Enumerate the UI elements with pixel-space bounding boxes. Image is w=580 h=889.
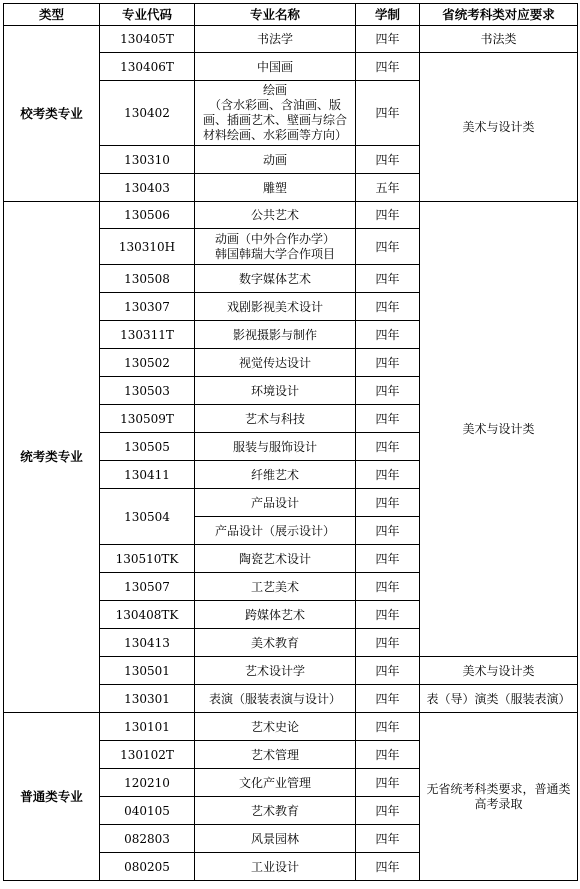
major-name: 表演（服装表演与设计） [195, 685, 356, 713]
header-type: 类型 [4, 4, 100, 26]
study-years: 四年 [356, 853, 420, 881]
major-code: 130507 [100, 573, 195, 601]
major-name: 纤维艺术 [195, 461, 356, 489]
study-years: 四年 [356, 202, 420, 229]
study-years: 四年 [356, 601, 420, 629]
major-name: 绘画 （含水彩画、含油画、版画、插画艺术、壁画与综合材料绘画、水彩画等方向） [195, 81, 356, 146]
major-code: 130405T [100, 26, 195, 53]
major-name: 产品设计（展示设计） [195, 517, 356, 545]
study-years: 四年 [356, 349, 420, 377]
study-years: 五年 [356, 174, 420, 202]
major-code: 130301 [100, 685, 195, 713]
major-name: 视觉传达设计 [195, 349, 356, 377]
study-years: 四年 [356, 146, 420, 174]
major-code: 130508 [100, 265, 195, 293]
header-years: 学制 [356, 4, 420, 26]
study-years: 四年 [356, 265, 420, 293]
major-name: 环境设计 [195, 377, 356, 405]
major-name: 数字媒体艺术 [195, 265, 356, 293]
major-code: 130506 [100, 202, 195, 229]
major-code: 130310 [100, 146, 195, 174]
study-years: 四年 [356, 405, 420, 433]
major-code: 130307 [100, 293, 195, 321]
major-name: 服装与服饰设计 [195, 433, 356, 461]
exam-requirement: 美术与设计类 [420, 657, 578, 685]
major-name: 动画 [195, 146, 356, 174]
study-years: 四年 [356, 53, 420, 81]
major-code: 130411 [100, 461, 195, 489]
major-code: 130310H [100, 229, 195, 265]
major-code: 040105 [100, 797, 195, 825]
major-name: 影视摄影与制作 [195, 321, 356, 349]
major-code: 130502 [100, 349, 195, 377]
study-years: 四年 [356, 769, 420, 797]
major-code: 130505 [100, 433, 195, 461]
table-row [4, 26, 578, 53]
major-code: 130504 [100, 489, 195, 545]
study-years: 四年 [356, 713, 420, 741]
header-name: 专业名称 [195, 4, 356, 26]
major-code: 130509T [100, 405, 195, 433]
major-code: 130501 [100, 657, 195, 685]
study-years: 四年 [356, 629, 420, 657]
category-general: 普通类专业 [4, 713, 100, 881]
table-row [4, 713, 578, 741]
major-name: 美术教育 [195, 629, 356, 657]
exam-requirement: 无省统考科类要求，普通类高考录取 [420, 713, 578, 881]
study-years: 四年 [356, 461, 420, 489]
study-years: 四年 [356, 433, 420, 461]
category-school: 校考类专业 [4, 26, 100, 202]
major-code: 130408TK [100, 601, 195, 629]
major-name: 工业设计 [195, 853, 356, 881]
header-row [4, 4, 578, 26]
exam-requirement: 表（导）演类（服装表演） [420, 685, 578, 713]
major-name: 工艺美术 [195, 573, 356, 601]
study-years: 四年 [356, 741, 420, 769]
header-requirement: 省统考科类对应要求 [420, 4, 578, 26]
study-years: 四年 [356, 377, 420, 405]
major-name: 艺术与科技 [195, 405, 356, 433]
major-code: 130413 [100, 629, 195, 657]
study-years: 四年 [356, 489, 420, 517]
exam-requirement: 美术与设计类 [420, 53, 578, 202]
major-name: 书法学 [195, 26, 356, 53]
major-code: 130311T [100, 321, 195, 349]
exam-requirement: 美术与设计类 [420, 202, 578, 657]
major-code: 130403 [100, 174, 195, 202]
major-name: 公共艺术 [195, 202, 356, 229]
major-code: 130503 [100, 377, 195, 405]
major-name: 中国画 [195, 53, 356, 81]
major-name: 动画（中外合作办学） 韩国韩瑞大学合作项目 [195, 229, 356, 265]
category-unified: 统考类专业 [4, 202, 100, 713]
major-code: 130510TK [100, 545, 195, 573]
study-years: 四年 [356, 545, 420, 573]
major-name: 戏剧影视美术设计 [195, 293, 356, 321]
study-years: 四年 [356, 573, 420, 601]
major-code: 130102T [100, 741, 195, 769]
major-code: 080205 [100, 853, 195, 881]
major-code: 120210 [100, 769, 195, 797]
study-years: 四年 [356, 81, 420, 146]
table-row [4, 202, 578, 229]
study-years: 四年 [356, 517, 420, 545]
major-name: 跨媒体艺术 [195, 601, 356, 629]
exam-requirement: 书法类 [420, 26, 578, 53]
major-name: 陶瓷艺术设计 [195, 545, 356, 573]
major-code: 082803 [100, 825, 195, 853]
major-name: 文化产业管理 [195, 769, 356, 797]
major-name: 风景园林 [195, 825, 356, 853]
major-name: 艺术设计学 [195, 657, 356, 685]
major-name: 产品设计 [195, 489, 356, 517]
major-code: 130406T [100, 53, 195, 81]
study-years: 四年 [356, 26, 420, 53]
major-name: 艺术史论 [195, 713, 356, 741]
major-name: 艺术管理 [195, 741, 356, 769]
study-years: 四年 [356, 229, 420, 265]
major-code: 130101 [100, 713, 195, 741]
header-code: 专业代码 [100, 4, 195, 26]
major-requirements-table [3, 3, 578, 881]
major-name: 雕塑 [195, 174, 356, 202]
major-name: 艺术教育 [195, 797, 356, 825]
study-years: 四年 [356, 321, 420, 349]
study-years: 四年 [356, 293, 420, 321]
major-code: 130402 [100, 81, 195, 146]
study-years: 四年 [356, 657, 420, 685]
study-years: 四年 [356, 685, 420, 713]
study-years: 四年 [356, 825, 420, 853]
study-years: 四年 [356, 797, 420, 825]
